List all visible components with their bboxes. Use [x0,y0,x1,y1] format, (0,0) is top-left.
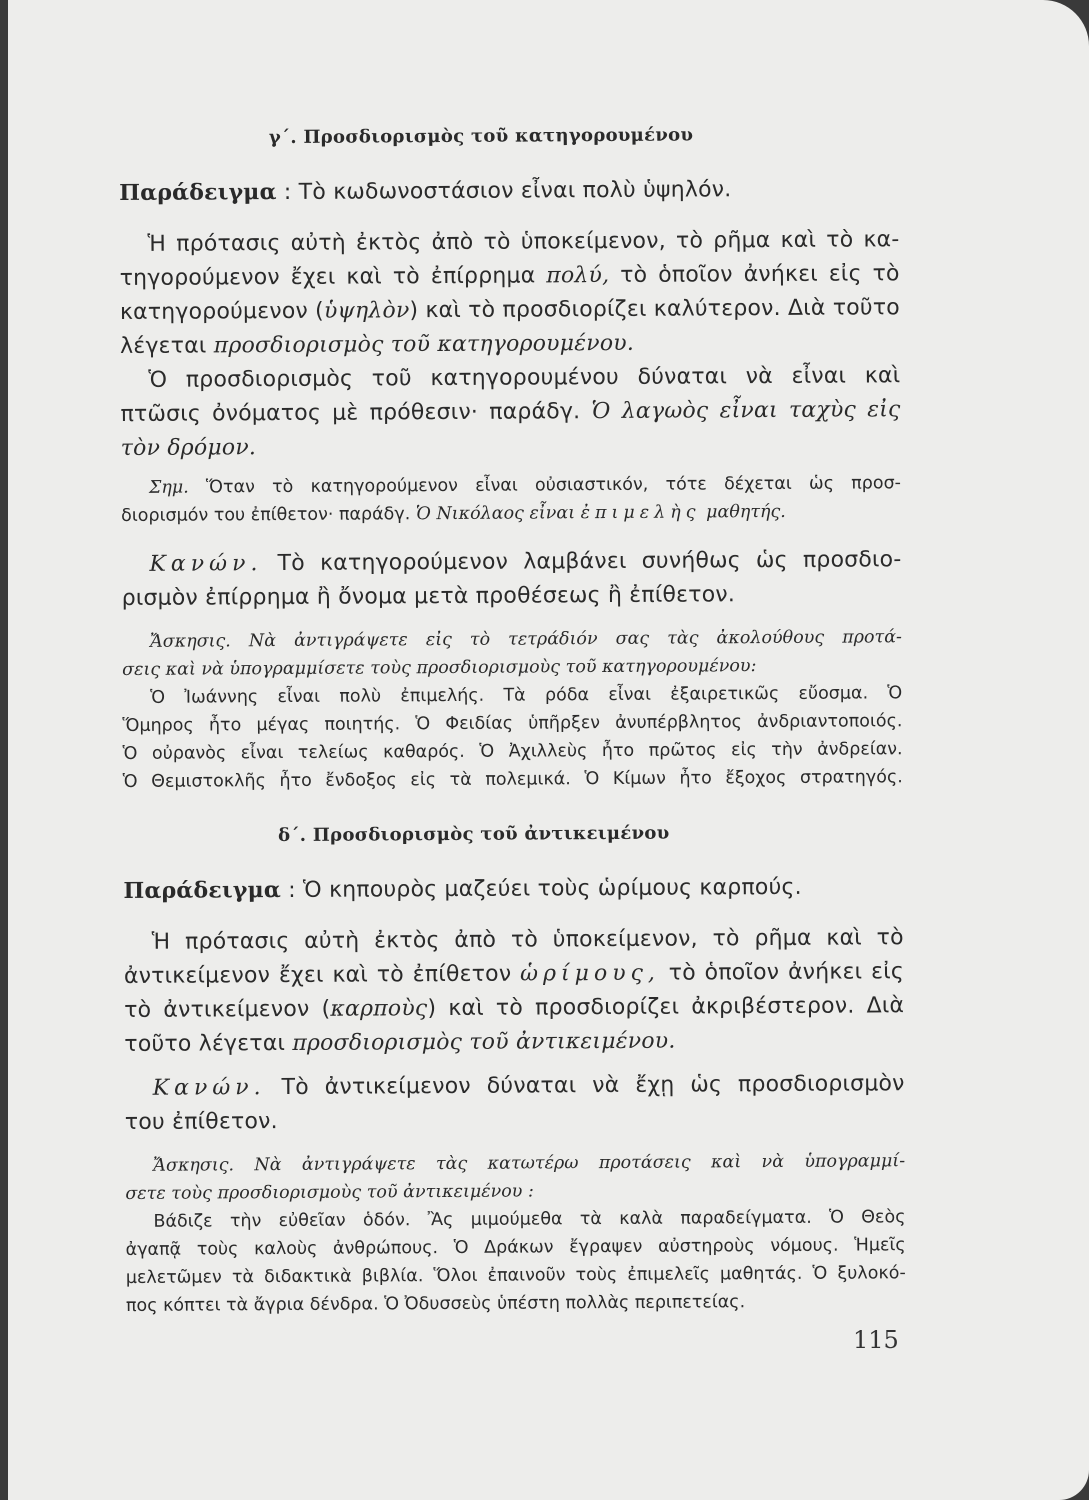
example-separator: : [283,179,292,205]
exercise-line: Ὅμηρος ἦτο μέγας ποιητής. Ὁ Φειδίας ὑπῆρξεν ἀνυπέρβλητος ἀνδριαντοποιός. [122,711,903,736]
exercise-line: πος κόπτει τὰ ἄγρια δένδρα. Ὁ Ὀδυσσεὺς ὑπέστη πολλὰς περιπετείας. [125,1292,746,1316]
italic-term: προσδιορισμὸς τοῦ κατηγορουμένου. [213,330,635,359]
italic-term: Ὁ λαγωὸς εἶναι ταχὺς εἰς [591,397,901,425]
exercise-line: μελετῶμεν τὰ διδακτικὰ βιβλία. Ὅλοι ἐπαινοῦν τοὺς ἐπιμελεῖς μαθητάς. Ὁ ξυλοκό- [125,1263,906,1288]
page-number: 115 [853,1326,899,1354]
example-line-gamma [119,176,731,206]
section-heading-delta: δ΄. Προσδιορισμὸς τοῦ ἀντικειμένου [278,822,670,847]
example-separator: : [288,877,296,903]
text-span: τὸ ἀντικείμενον ( [124,996,331,1023]
text-span: τὸ ὁποῖον ἀνήκει εἰς τὸ [620,261,900,288]
paragraph-line: τὸν δρόμον. [120,435,257,461]
rule-line [149,547,901,577]
exercise-line: ἀγαπᾷ τοὺς καλοὺς ἀνθρώπους. Ὁ Δράκων ἔγραψεν αὐστηροὺς νόμους. Ἡμεῖς [125,1235,906,1260]
paragraph-line [120,295,900,325]
rule-line: ρισμὸν ἐπίρρημα ἢ ὄνομα μετὰ προθέσεως ἢ ἐπίθετον. [121,582,736,611]
exercise-line: Ὁ Θεμιστοκλῆς ἦτο ἔνδοξος εἰς τὰ πολεμικά. Ὁ Κίμων ἦτο ἔξοχος στρατηγός. [122,767,903,792]
italic-term: Ὁ Νικόλαος εἶναι [415,503,576,525]
italic-term: μαθητής. [706,501,786,523]
exercise-line: Ὁ οὐρανὸς εἶναι τελείως καθαρός. Ὁ Ἀχιλλεὺς ἦτο πρῶτος εἰς τὴν ἀνδρείαν. [122,739,903,764]
paragraph-line [120,261,900,291]
exercise-line: σετε τοὺς προσδιορισμοὺς τοῦ ἀντικειμένου : [125,1181,534,1204]
rule-line: του ἐπίθετον. [124,1109,278,1135]
exercise-line: Ἄσκησις. Νὰ ἀντιγράψετε εἰς τὸ τετράδιόν σας τὰς ἀκολούθους προτά- [149,627,902,652]
text-span: τὸ ὁποῖον ἀνήκει εἰς [668,959,905,986]
exercise-line: Βάδιζε τὴν εὐθεῖαν ὁδόν. Ἂς μιμούμεθα τὰ καλὰ παραδείγματα. Ὁ Θεὸς [153,1207,906,1232]
italic-term: καρποὺς [330,996,428,1022]
paragraph-line [124,993,904,1023]
italic-term: πολύ, [546,263,610,289]
spaced-term: ὡρίμους, [520,960,660,987]
text-span: πτῶσις ὀνόματος μὲ πρόθεσιν· παράδγ. [120,399,581,427]
exercise-line: Ὁ Ἰωάννης εἶναι πολὺ ἐπιμελής. Τὰ ρόδα εἶναι ἐξαιρετικῶς εὔοσμα. Ὁ [150,683,903,708]
text-span: ) καὶ τὸ προσδιορίζει ἀκριβέστερον. Διὰ [427,993,905,1022]
text-span: λέγεται [120,333,207,359]
paragraph-line [124,1029,675,1057]
text-span: τηγορούμενον ἔχει καὶ τὸ ἐπίρρημα [119,263,536,291]
book-page [8,0,1089,1500]
example-text: Τὸ κωδωνοστάσιον εἶναι πολὺ ὑψηλόν. [298,177,732,205]
example-label: Παράδειγμα [119,179,277,206]
paragraph-line [124,959,904,989]
note-line [149,473,901,498]
text-span: Τὸ κατηγορούμενον λαμβάνει συνήθως ὡς προσδιο- [277,547,902,577]
paragraph-line [120,331,634,359]
rule-line [153,1071,905,1101]
paragraph-line: Ἡ πρότασις αὐτὴ ἐκτὸς ἀπὸ τὸ ὑποκείμενον, τὸ ρῆμα καὶ τὸ [151,925,904,955]
text-span: κατηγορούμενον ( [119,298,324,325]
exercise-line: σεις καὶ νὰ ὑπογραμμίσετε τοὺς προσδιορισμοὺς τοῦ κατηγορουμένου: [122,656,757,680]
note-label: Σημ. [148,477,189,498]
spaced-term: ἐπιμελὴς [580,502,701,524]
text-span: ) καὶ τὸ προσδιορίζει καλύτερον. Διὰ τοῦτο [409,295,901,324]
section-heading-gamma: γ΄. Προσδιορισμὸς τοῦ κατηγορουμένου [268,124,694,149]
note-line [121,502,786,526]
rule-label: Κανών. [149,551,263,577]
text-span: διορισμόν του ἐπίθετον· παράδγ. [121,504,411,526]
text-span: ἀντικείμενον ἔχει καὶ τὸ ἐπίθετον [123,961,512,989]
text-span: τοῦτο λέγεται [124,1030,286,1057]
paragraph-line [120,397,900,427]
example-text: Ὁ κηπουρὸς μαζεύει τοὺς ὡρίμους καρπούς. [302,874,802,903]
example-label: Παράδειγμα [123,877,282,904]
italic-term: ὑψηλὸν [323,298,410,324]
exercise-line: Ἄσκησις. Νὰ ἀντιγράψετε τὰς κατωτέρω προτάσεις καὶ νὰ ὑπογραμμί- [153,1151,906,1176]
paragraph-line: Ἡ πρότασις αὐτὴ ἐκτὸς ἀπὸ τὸ ὑποκείμενον, τὸ ρῆμα καὶ τὸ κα- [147,227,900,257]
example-line-delta [123,874,801,904]
italic-term: προσδιορισμὸς τοῦ ἀντικειμένου. [292,1028,676,1056]
text-span: Ὅταν τὸ κατηγορούμενον εἶναι οὐσιαστικόν, τότε δέχεται ὡς προσ- [205,473,902,498]
paragraph-line: Ὁ προσδιορισμὸς τοῦ κατηγορουμένου δύναται νὰ εἶναι καὶ [148,363,901,393]
rule-label: Κανών. [152,1075,266,1101]
text-span: Τὸ ἀντικείμενον δύναται νὰ ἔχῃ ὡς προσδιορισμὸν [281,1071,905,1101]
